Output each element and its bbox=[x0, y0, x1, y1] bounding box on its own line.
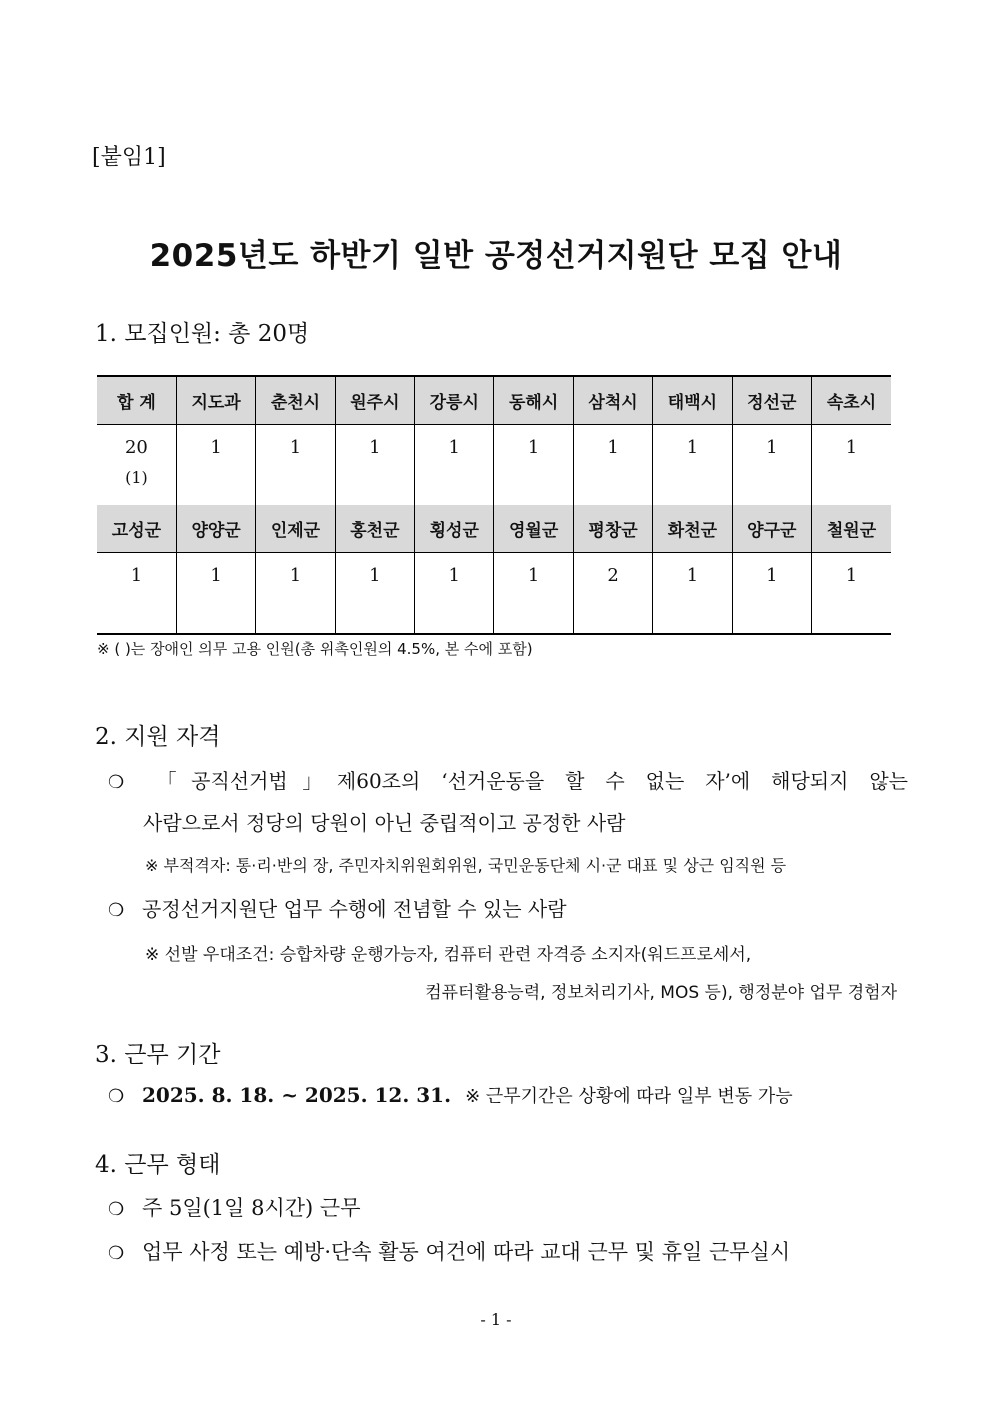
section1-heading: 1. 모집인원: 총 20명 bbox=[95, 321, 310, 347]
table-value-cell: 1 bbox=[653, 425, 732, 506]
page-number: - 1 - bbox=[480, 1310, 512, 1329]
table-value-cell: 1 bbox=[256, 553, 335, 635]
table-header-cell: 철원군 bbox=[812, 505, 891, 553]
table-header-cell: 원주시 bbox=[335, 376, 414, 425]
table-value-cell: 1 bbox=[812, 553, 891, 635]
table-value-cell: 1 bbox=[494, 425, 573, 506]
section2-heading: 2. 지원 자격 bbox=[95, 724, 221, 750]
table-header-cell: 양양군 bbox=[176, 505, 255, 553]
work-type-item-2 bbox=[108, 1236, 790, 1266]
table-value-cell: 1 bbox=[176, 425, 255, 506]
table-header-cell: 춘천시 bbox=[256, 376, 335, 425]
bullet-icon: ❍ bbox=[108, 1199, 125, 1220]
table-value-cell: 1 bbox=[732, 553, 811, 635]
work-type-item-1 bbox=[108, 1192, 361, 1222]
work-type-item-1-text: 주 5일(1일 8시간) 근무 bbox=[142, 1196, 361, 1220]
table-note: ※ ( )는 장애인 의무 고용 인원(총 위촉인원의 4.5%, 본 수에 포함) bbox=[97, 640, 533, 658]
table-header-cell: 정선군 bbox=[732, 376, 811, 425]
table-value-cell: 1 bbox=[494, 553, 573, 635]
table-header-cell: 합 계 bbox=[97, 376, 176, 425]
table-value-row-2 bbox=[97, 553, 891, 635]
table-header-cell: 고성군 bbox=[97, 505, 176, 553]
work-type-item-2-text: 업무 사정 또는 예방·단속 활동 여건에 따라 교대 근무 및 휴일 근무실시 bbox=[142, 1240, 791, 1264]
table-total-cell bbox=[97, 425, 176, 506]
table-header-cell: 평창군 bbox=[573, 505, 652, 553]
bullet-icon: ❍ bbox=[108, 772, 125, 793]
table-value-cell: 1 bbox=[415, 425, 494, 506]
table-value-cell: 1 bbox=[176, 553, 255, 635]
work-period bbox=[108, 1082, 793, 1108]
bullet-icon: ❍ bbox=[108, 1086, 125, 1107]
table-value-cell: 1 bbox=[97, 553, 176, 635]
table-header-cell: 속초시 bbox=[812, 376, 891, 425]
table-header-cell: 태백시 bbox=[653, 376, 732, 425]
qualification-item-1-line2: 사람으로서 정당의 당원이 아닌 중립적이고 공정한 사람 bbox=[143, 811, 626, 835]
table-header-cell: 횡성군 bbox=[415, 505, 494, 553]
table-header-cell: 강릉시 bbox=[415, 376, 494, 425]
qualification-item-2 bbox=[108, 893, 567, 922]
table-value-cell: 2 bbox=[573, 553, 652, 635]
table-header-cell: 화천군 bbox=[653, 505, 732, 553]
work-period-dates: 2025. 8. 18. ~ 2025. 12. 31. bbox=[142, 1083, 452, 1107]
table-value-cell: 1 bbox=[415, 553, 494, 635]
table-header-row-2 bbox=[97, 505, 891, 553]
qualification-item-1-line1: 「공직선거법」제60조의 ‘선거운동을 할 수 없는 자’에 해당되지 않는 bbox=[142, 769, 908, 793]
table-value-cell: 1 bbox=[573, 425, 652, 506]
preference-note-line1: ※ 선발 우대조건: 승합차량 운행가능자, 컴퓨터 관련 자격증 소지자(워드프로세서, bbox=[145, 945, 752, 965]
preference-note-line2: 컴퓨터활용능력, 정보처리기사, MOS 등), 행정분야 업무 경험자 bbox=[425, 983, 897, 1003]
qualification-item-1 bbox=[108, 765, 908, 794]
bullet-icon: ❍ bbox=[108, 1243, 125, 1264]
table-value-cell: 1 bbox=[335, 425, 414, 506]
bullet-icon: ❍ bbox=[108, 900, 125, 921]
table-header-cell: 삼척시 bbox=[573, 376, 652, 425]
quota-table bbox=[97, 375, 891, 635]
attachment-label: [붙임1] bbox=[92, 145, 166, 170]
table-total-sub: (1) bbox=[125, 468, 148, 487]
table-value-cell: 1 bbox=[732, 425, 811, 506]
table-header-cell: 양구군 bbox=[732, 505, 811, 553]
table-header-cell: 동해시 bbox=[494, 376, 573, 425]
section4-heading: 4. 근무 형태 bbox=[95, 1152, 221, 1178]
table-value-cell: 1 bbox=[335, 553, 414, 635]
table-value-cell: 1 bbox=[812, 425, 891, 506]
table-header-cell: 지도과 bbox=[176, 376, 255, 425]
document-title: 2025년도 하반기 일반 공정선거지원단 모집 안내 bbox=[149, 238, 843, 274]
table-value-row-1 bbox=[97, 425, 891, 506]
disqualification-note: ※ 부적격자: 통·리·반의 장, 주민자치위원회위원, 국민운동단체 시·군 대표 및 상근 임직원 등 bbox=[145, 856, 787, 875]
section3-heading: 3. 근무 기간 bbox=[95, 1042, 221, 1068]
table-value-cell: 1 bbox=[256, 425, 335, 506]
work-period-remark: ※ 근무기간은 상황에 따라 일부 변동 가능 bbox=[465, 1086, 793, 1107]
table-header-cell: 인제군 bbox=[256, 505, 335, 553]
table-value-cell: 1 bbox=[653, 553, 732, 635]
qualification-item-2-text: 공정선거지원단 업무 수행에 전념할 수 있는 사람 bbox=[142, 897, 567, 921]
table-header-row-1 bbox=[97, 376, 891, 425]
table-header-cell: 영월군 bbox=[494, 505, 573, 553]
table-header-cell: 홍천군 bbox=[335, 505, 414, 553]
table-total-value: 20 bbox=[124, 437, 148, 458]
